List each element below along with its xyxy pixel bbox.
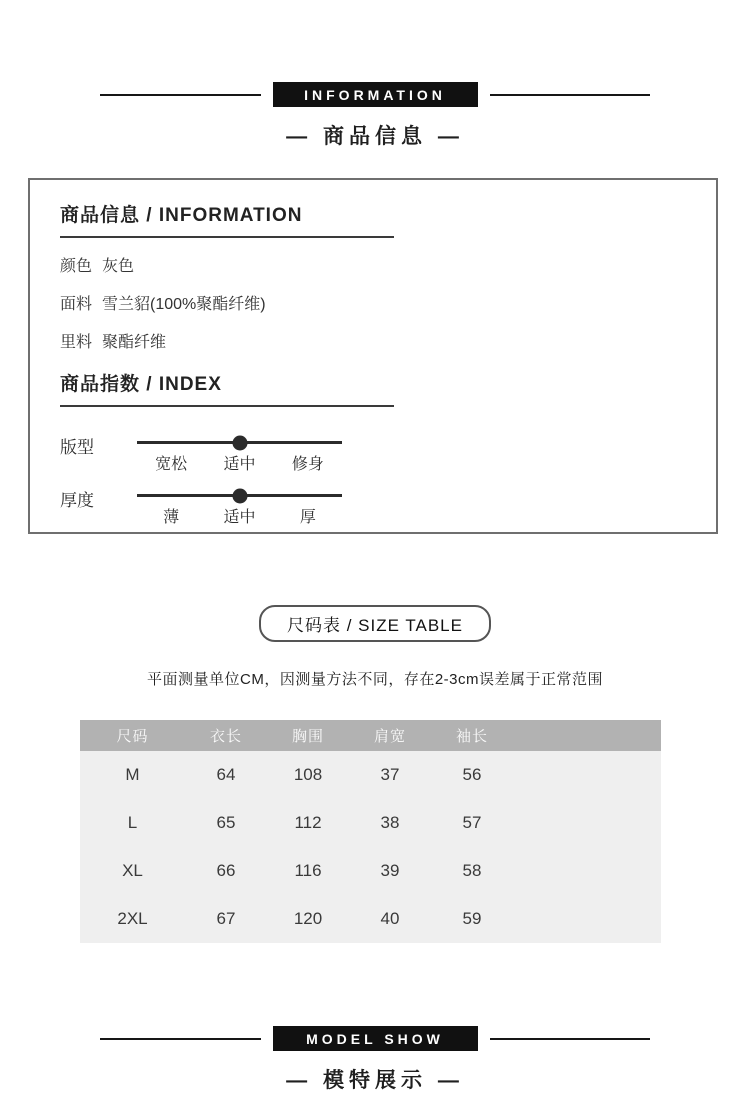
information-banner-title: INFORMATION [273, 82, 478, 107]
info-section-title: 商品信息 / INFORMATION [60, 205, 303, 226]
field-color-label: 颜色 [60, 258, 93, 275]
table-row-l [80, 799, 661, 847]
field-fabric-value: 雪兰貂(100%聚酯纤维) [102, 296, 266, 313]
information-banner-subtitle: — 商品信息 — [286, 125, 464, 148]
thickness-slider-track [137, 494, 342, 497]
thickness-slider-thumb [232, 488, 247, 503]
cell-filler [513, 751, 661, 799]
thickness-slider-options [137, 504, 342, 527]
information-banner [100, 82, 650, 107]
banner-line-left [100, 1038, 261, 1040]
field-color-value: 灰色 [102, 258, 135, 275]
fit-slider-thumb [232, 435, 247, 450]
thickness-option-medium: 适中 [223, 509, 256, 526]
cell-bust: 112 [294, 813, 322, 832]
field-lining-label: 里料 [60, 334, 93, 351]
fit-slider-options [137, 451, 342, 474]
col-length: 衣长 [185, 720, 267, 751]
fit-option-loose: 宽松 [155, 456, 188, 473]
fit-option-regular: 适中 [223, 456, 256, 473]
field-fabric [60, 291, 686, 314]
cell-length: 67 [216, 909, 236, 928]
product-info-box [28, 178, 718, 534]
cell-size: M [125, 765, 140, 784]
info-title-underline [60, 227, 394, 238]
cell-size: 2XL [117, 909, 148, 928]
cell-sleeve: 56 [462, 765, 482, 784]
model-show-banner-subtitle: — 模特展示 — [286, 1069, 464, 1092]
cell-shoulder: 40 [380, 909, 400, 928]
cell-bust: 108 [293, 765, 323, 784]
index-title-underline [60, 396, 394, 407]
cell-length: 65 [216, 813, 236, 832]
fit-slider [137, 433, 342, 474]
cell-sleeve: 59 [462, 909, 482, 928]
size-table-header-row [80, 720, 661, 751]
cell-size: L [127, 813, 138, 832]
cell-size: XL [122, 861, 143, 880]
cell-length: 66 [216, 861, 236, 880]
cell-shoulder: 38 [380, 813, 400, 832]
banner-line-left [100, 94, 261, 96]
fit-option-slim: 修身 [291, 456, 324, 473]
col-shoulder: 肩宽 [349, 720, 431, 751]
cell-shoulder: 39 [380, 861, 400, 880]
table-row-m [80, 751, 661, 799]
model-show-banner-title: MODEL SHOW [273, 1026, 478, 1051]
cell-filler [513, 799, 661, 847]
cell-length: 64 [216, 765, 236, 784]
table-row-2xl [80, 895, 661, 943]
thickness-slider-label: 厚度 [60, 491, 94, 510]
size-table [80, 720, 661, 943]
banner-line-right [490, 94, 651, 96]
field-lining [60, 329, 686, 352]
cell-bust: 120 [293, 909, 323, 928]
size-table-header [0, 605, 750, 642]
col-sleeve: 袖长 [431, 720, 513, 751]
fit-slider-row [60, 433, 686, 474]
col-filler [513, 720, 661, 751]
size-table-pill: 尺码表 / SIZE TABLE [259, 605, 491, 642]
field-color [60, 253, 686, 276]
col-bust: 胸围 [267, 720, 349, 751]
banner-line-right [490, 1038, 651, 1040]
thickness-slider-row [60, 486, 686, 527]
measurement-note: 平面测量单位CM，因测量方法不同，存在2-3cm误差属于正常范围 [146, 671, 603, 688]
thickness-option-thick: 厚 [299, 509, 316, 526]
index-section-title: 商品指数 / INDEX [60, 374, 222, 395]
cell-shoulder: 37 [380, 765, 400, 784]
cell-filler [513, 895, 661, 943]
cell-sleeve: 57 [462, 813, 482, 832]
model-show-banner [100, 1026, 650, 1051]
field-lining-value: 聚酯纤维 [102, 334, 167, 351]
cell-bust: 116 [294, 861, 322, 880]
col-size: 尺码 [80, 720, 185, 751]
fit-slider-label: 版型 [60, 438, 94, 457]
cell-filler [513, 847, 661, 895]
fit-slider-track [137, 441, 342, 444]
thickness-slider [137, 486, 342, 527]
table-row-xl [80, 847, 661, 895]
product-fields [60, 253, 686, 352]
cell-sleeve: 58 [462, 861, 482, 880]
thickness-option-thin: 薄 [163, 509, 180, 526]
field-fabric-label: 面料 [60, 296, 93, 313]
index-sliders [60, 433, 686, 527]
